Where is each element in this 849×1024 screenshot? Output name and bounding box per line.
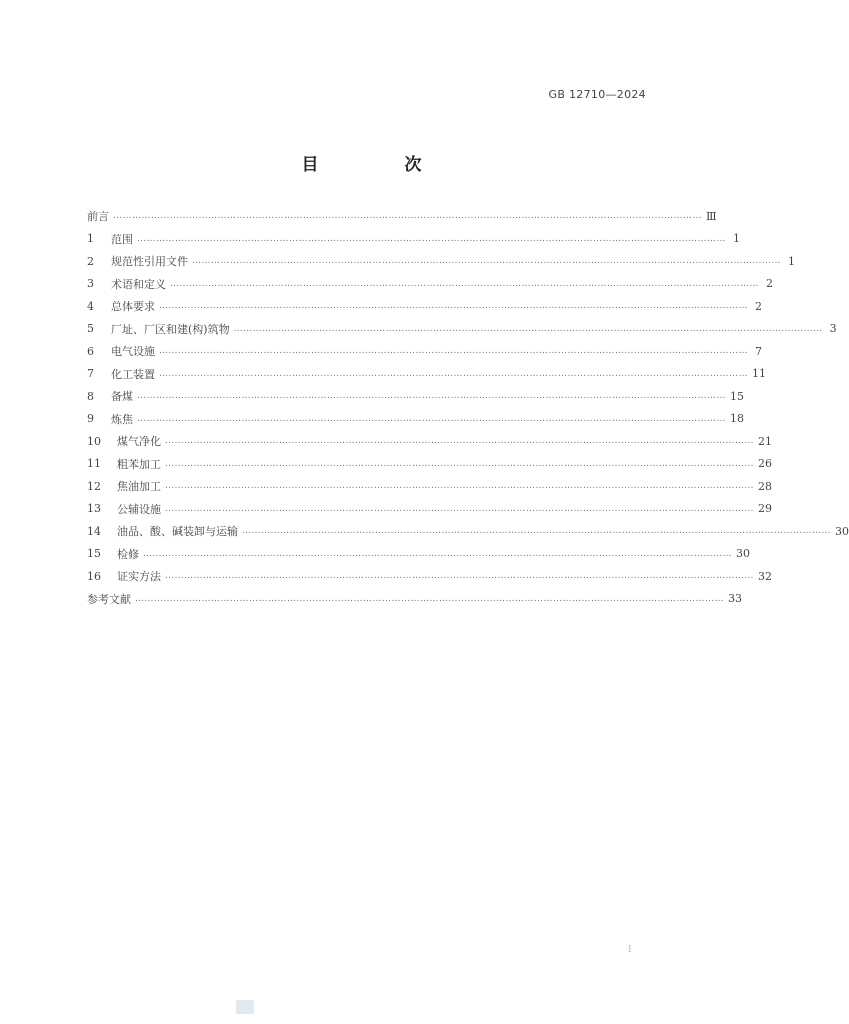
toc-entry[interactable] xyxy=(87,543,750,566)
toc-entry-page: 18 xyxy=(730,412,744,426)
toc-entry-number: 1 xyxy=(87,232,94,246)
toc-leader-dots: …………………………………………………………………………………………………………………………………………………………………… xyxy=(192,256,781,267)
toc-entry-number: 13 xyxy=(87,502,101,516)
toc-entry-label: 总体要求 xyxy=(111,300,155,314)
table-of-contents xyxy=(87,205,849,610)
toc-entry[interactable] xyxy=(87,498,772,521)
toc-leader-dots: …………………………………………………………………………………………………………………………………………………………………… xyxy=(165,571,754,582)
toc-entry[interactable] xyxy=(87,408,744,431)
toc-leader-dots: …………………………………………………………………………………………………………………………………………………………………… xyxy=(165,458,754,469)
toc-entry-page: 21 xyxy=(758,434,772,448)
toc-leader-dots: …………………………………………………………………………………………………………………………………………………………………… xyxy=(159,301,748,312)
toc-entry-label: 电气设施 xyxy=(111,345,155,359)
toc-entry-page: 11 xyxy=(752,367,766,381)
toc-entry[interactable] xyxy=(87,228,740,251)
toc-entry-label: 炼焦 xyxy=(111,412,133,426)
toc-entry-number: 8 xyxy=(87,389,94,403)
toc-entry-number: 5 xyxy=(87,322,94,336)
toc-entry-page: 33 xyxy=(728,592,742,606)
toc-entry-page: 15 xyxy=(730,389,744,403)
toc-leader-dots: …………………………………………………………………………………………………………………………………………………………………… xyxy=(113,211,702,222)
toc-entry[interactable] xyxy=(87,588,742,611)
toc-leader-dots: …………………………………………………………………………………………………………………………………………………………………… xyxy=(159,368,748,379)
toc-entry-page: 30 xyxy=(736,547,750,561)
toc-entry[interactable] xyxy=(87,318,837,341)
toc-entry-label: 检修 xyxy=(117,547,139,561)
toc-entry[interactable] xyxy=(87,385,744,408)
toc-entry-label: 备煤 xyxy=(111,390,133,404)
toc-entry-page: 28 xyxy=(758,479,772,493)
watermark-stamp xyxy=(236,1000,254,1014)
toc-leader-dots: …………………………………………………………………………………………………………………………………………………………………… xyxy=(137,233,726,244)
toc-entry-number: 2 xyxy=(87,254,94,268)
toc-entry[interactable] xyxy=(87,295,762,318)
toc-leader-dots: …………………………………………………………………………………………………………………………………………………………………… xyxy=(137,391,726,402)
toc-entry[interactable] xyxy=(87,475,772,498)
toc-leader-dots: …………………………………………………………………………………………………………………………………………………………………… xyxy=(165,436,754,447)
toc-leader-dots: …………………………………………………………………………………………………………………………………………………………………… xyxy=(159,346,748,357)
toc-entry-page: 29 xyxy=(758,502,772,516)
toc-entry[interactable] xyxy=(87,430,772,453)
toc-entry-page: 3 xyxy=(829,322,837,336)
toc-entry-page: 30 xyxy=(835,524,849,538)
toc-entry-number: 14 xyxy=(87,524,101,538)
toc-entry-page: 1 xyxy=(788,254,795,268)
toc-entry-page: 26 xyxy=(758,457,772,471)
toc-entry-label: 油品、酸、碱装卸与运输 xyxy=(117,525,238,539)
toc-entry-page: 7 xyxy=(755,344,762,358)
toc-entry-label: 焦油加工 xyxy=(117,480,161,494)
toc-entry-number: 11 xyxy=(87,457,101,471)
toc-entry-label: 粗苯加工 xyxy=(117,457,161,471)
toc-entry-label: 术语和定义 xyxy=(111,277,166,291)
toc-leader-dots: …………………………………………………………………………………………………………………………………………………………………… xyxy=(143,548,732,559)
toc-entry[interactable] xyxy=(87,205,717,228)
toc-leader-dots: …………………………………………………………………………………………………………………………………………………………………… xyxy=(165,503,754,514)
toc-leader-dots: …………………………………………………………………………………………………………………………………………………………………… xyxy=(170,278,759,289)
toc-entry-number: 4 xyxy=(87,299,94,313)
page-title: 目 次 xyxy=(301,155,462,175)
toc-entry[interactable] xyxy=(87,363,766,386)
toc-entry-number: 10 xyxy=(87,434,101,448)
toc-leader-dots: …………………………………………………………………………………………………………………………………………………………………… xyxy=(137,413,726,424)
toc-entry[interactable] xyxy=(87,520,849,543)
toc-entry-label: 煤气净化 xyxy=(117,435,161,449)
toc-entry-label: 范围 xyxy=(111,232,133,246)
toc-entry-label: 公辅设施 xyxy=(117,502,161,516)
toc-leader-dots: …………………………………………………………………………………………………………………………………………………………………… xyxy=(135,593,724,604)
toc-entry-label: 参考文献 xyxy=(87,592,131,606)
toc-entry-label: 证实方法 xyxy=(117,570,161,584)
standard-code: GB 12710—2024 xyxy=(548,88,646,101)
toc-entry-label: 化工装置 xyxy=(111,367,155,381)
toc-entry-page: 32 xyxy=(758,569,772,583)
toc-entry-number: 15 xyxy=(87,547,101,561)
toc-entry-number: 3 xyxy=(87,277,94,291)
toc-entry[interactable] xyxy=(87,565,772,588)
toc-leader-dots: …………………………………………………………………………………………………………………………………………………………………… xyxy=(165,481,754,492)
toc-entry-page: 2 xyxy=(766,277,773,291)
toc-entry-label: 厂址、厂区和建(构)筑物 xyxy=(111,322,230,336)
toc-entry-number: 12 xyxy=(87,479,101,493)
toc-entry-page: 2 xyxy=(755,299,762,313)
toc-entry[interactable] xyxy=(87,250,795,273)
toc-entry-number: 16 xyxy=(87,569,101,583)
toc-entry[interactable] xyxy=(87,453,772,476)
toc-entry-page: 1 xyxy=(733,232,740,246)
toc-entry-number: 9 xyxy=(87,412,94,426)
toc-leader-dots: …………………………………………………………………………………………………………………………………………………………………… xyxy=(233,323,823,334)
toc-entry[interactable] xyxy=(87,273,773,296)
toc-entry-page: Ⅲ xyxy=(706,209,717,223)
toc-entry-label: 前言 xyxy=(87,210,109,224)
toc-leader-dots: …………………………………………………………………………………………………………………………………………………………………… xyxy=(242,526,831,537)
toc-entry[interactable] xyxy=(87,340,762,363)
toc-entry-number: 7 xyxy=(87,367,94,381)
toc-entry-label: 规范性引用文件 xyxy=(111,255,188,269)
toc-entry-number: 6 xyxy=(87,344,94,358)
page-number: I xyxy=(628,945,632,955)
